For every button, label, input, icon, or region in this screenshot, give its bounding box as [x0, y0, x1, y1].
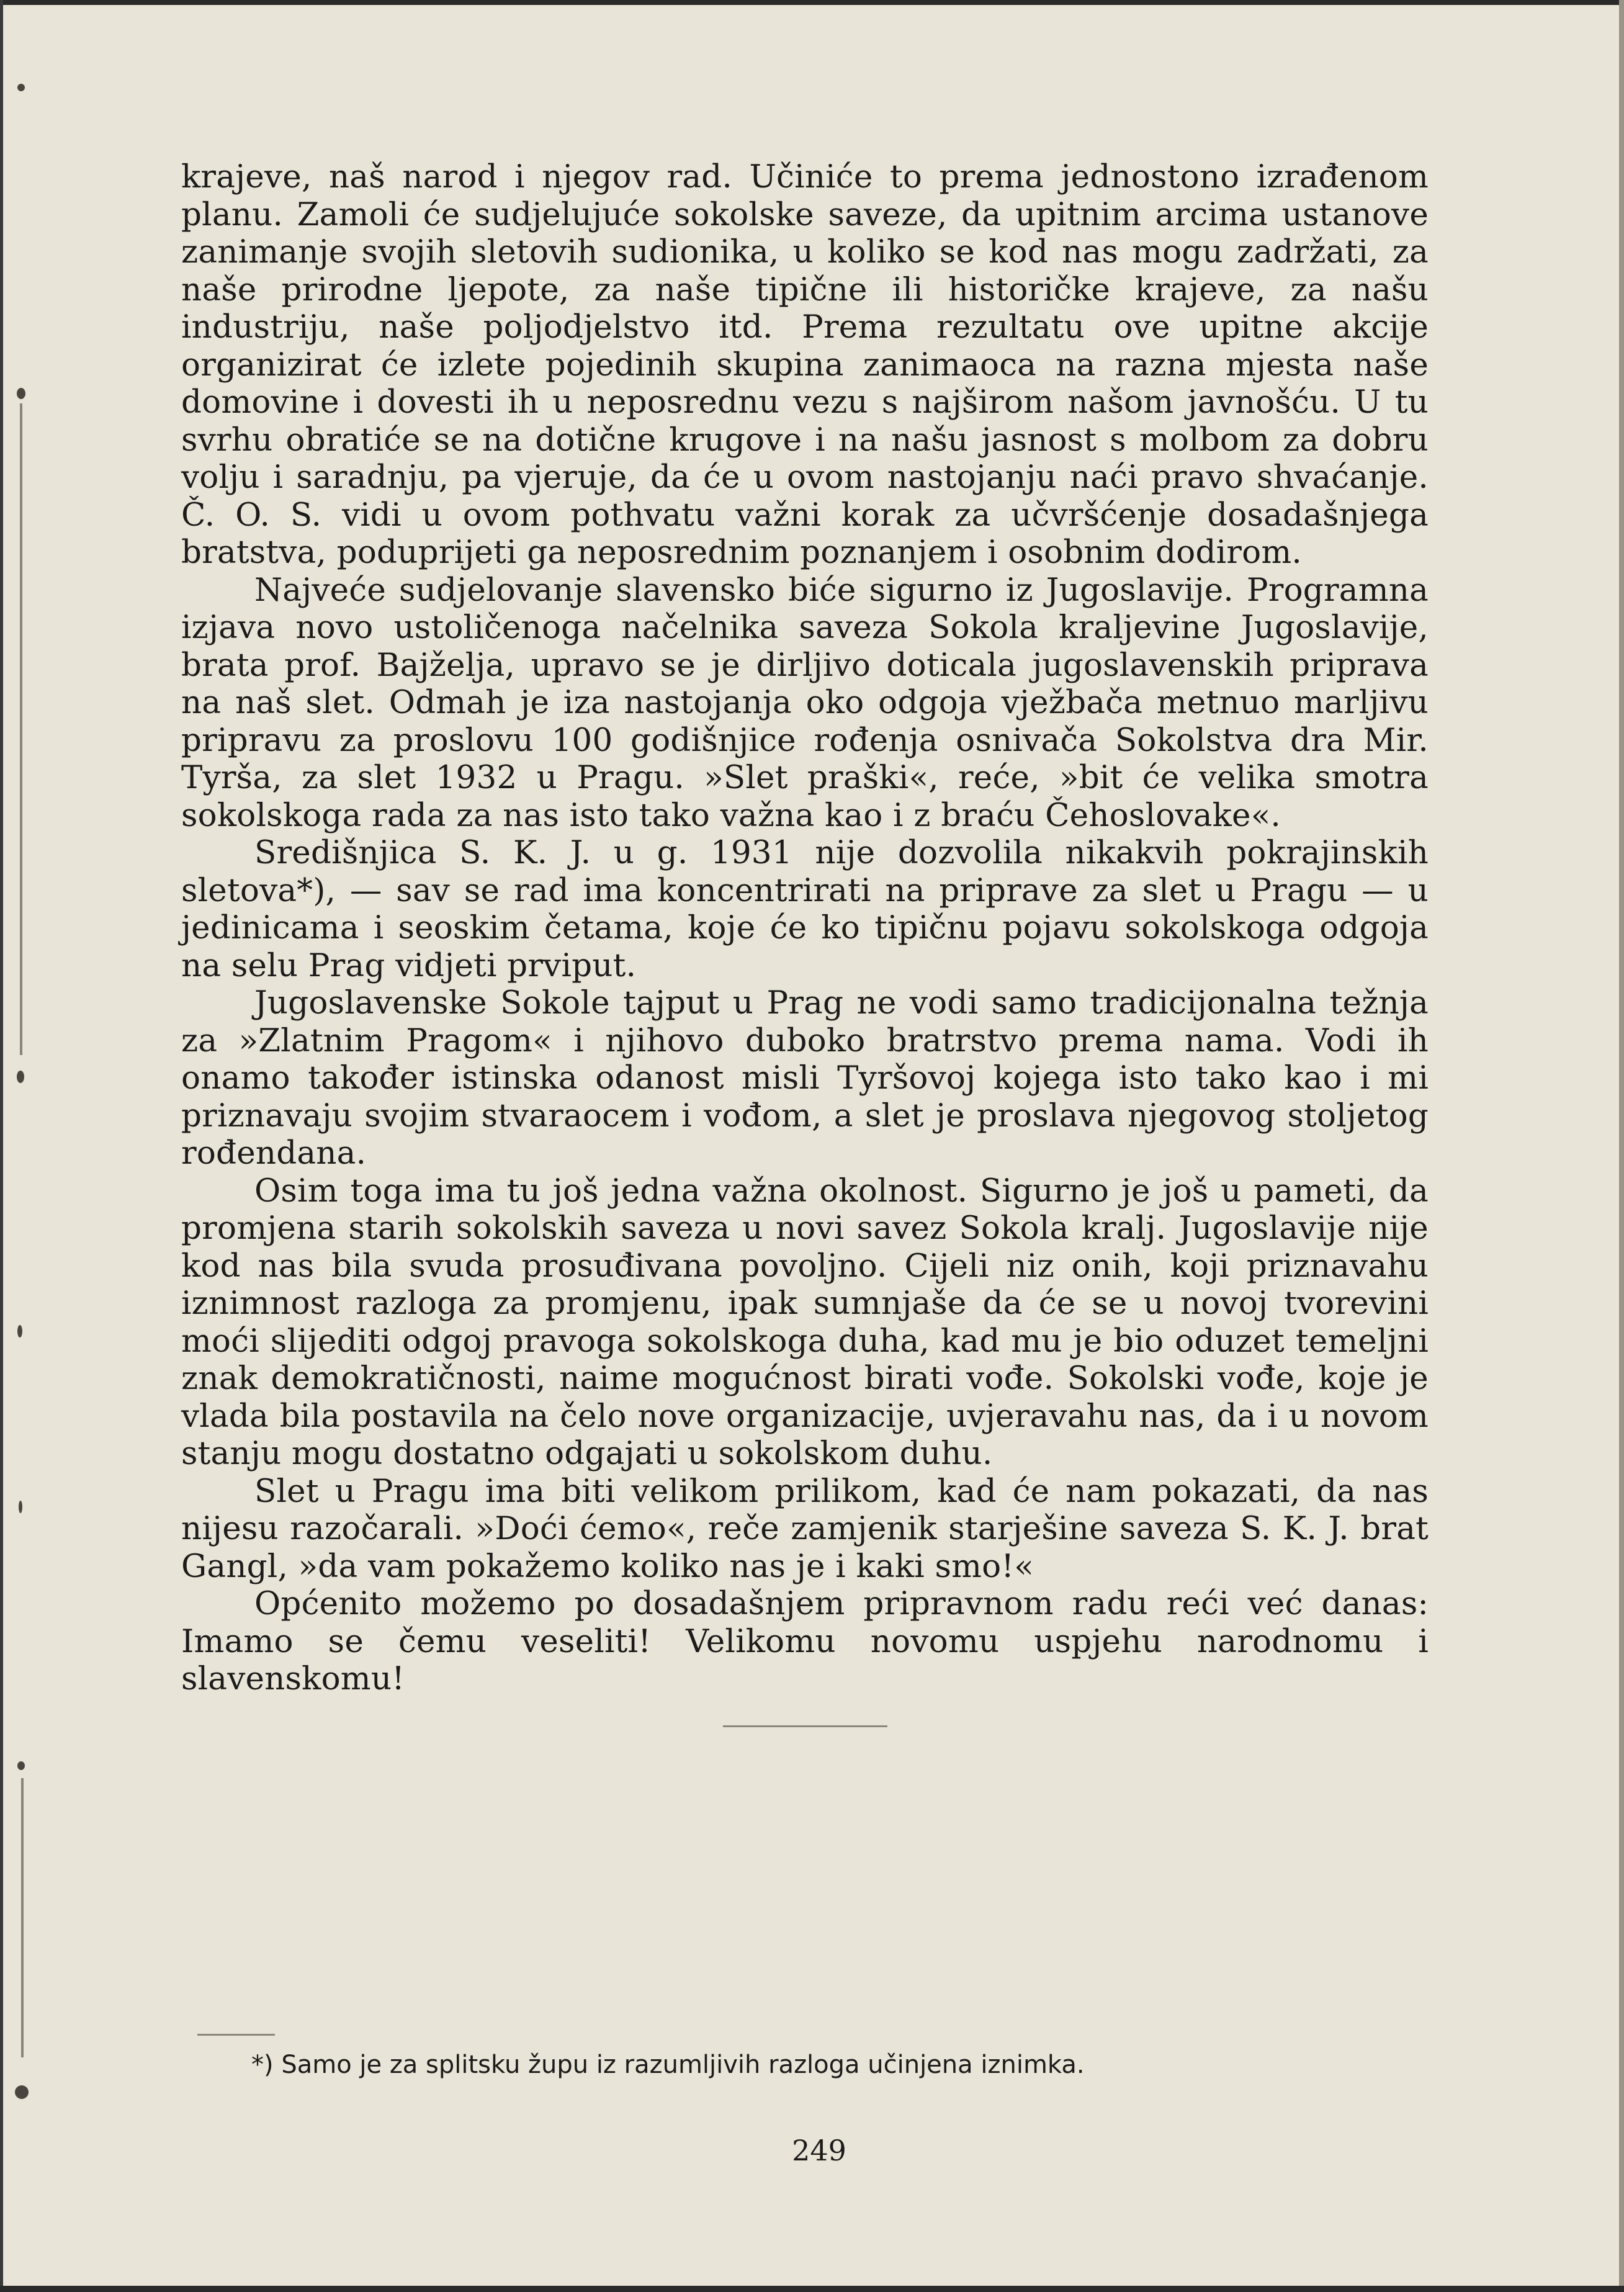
binding-hole-mark — [17, 1761, 25, 1770]
section-separator-rule — [723, 1725, 887, 1727]
binding-hole-mark — [17, 1325, 22, 1337]
scan-top-edge — [0, 0, 1624, 5]
paragraph-4: Jugoslavenske Sokole tajput u Prag ne vodi samo tradicijonalna težnja za »Zlatnim Pragom« i njihovo duboko bratrstvo prema nama. Vodi ih onamo također istinska odanost misli Tyršovoj kojega isto tako kao i mi priznavaju svojim stvaraocem i vođom, a slet je proslava njegovog stoljetog rođendana. — [181, 984, 1429, 1172]
page-number: 249 — [792, 2134, 846, 2167]
main-text — [181, 158, 1429, 1698]
binding-hole-mark — [17, 84, 25, 91]
footnote-rule — [197, 2034, 275, 2036]
paragraph-5: Osim toga ima tu još jedna važna okolnost. Sigurno je još u pameti, da promjena starih sokolskih saveza u novi savez Sokola kralj. Jugoslavije nije kod nas bila svuda prosuđivana povoljno. Cijeli niz onih, koji priznavahu iznimnost razloga za promjenu, ipak sumnjaše da će se u novoj tvorevini moći slijediti odgoj pravoga sokolskoga duha, kad mu je bio oduzet temeljni znak demokratičnosti, naime mogućnost birati vođe. Sokolski vođe, koje je vlada bila postavila na čelo nove organizacije, uvjeravahu nas, da i u novom stanju mogu dostatno odgajati u sokolskom duhu. — [181, 1172, 1429, 1472]
scan-left-edge — [0, 0, 3, 2292]
paragraph-6: Slet u Pragu ima biti velikom prilikom, kad će nam pokazati, da nas nijesu razočarali. »Doći ćemo«, reče zamjenik starješine saveza S. K. J. brat Gangl, »da vam pokažemo koliko nas je i kaki smo!« — [181, 1472, 1429, 1585]
paragraph-1: krajeve, naš narod i njegov rad. Učiniće to prema jednostono izrađenom planu. Zamoli će sudjelujuće sokolske saveze, da upitnim arcima ustanove zanimanje svojih sletovih sudionika, u koliko se kod nas mogu zadržati, za naše prirodne ljepote, za naše tipične ili historičke krajeve, za našu industriju, naše poljodjelstvo itd. Prema rezultatu ove upitne akcije organizirat će izlete pojedinih skupina zanimaoca na razna mjesta naše domovine i dovesti ih u neposrednu vezu s najširom našom javnošću. U tu svrhu obratiće se na dotične krugove i na našu jasnost s molbom za dobru volju i saradnju, pa vjeruje, da će u ovom nastojanju naći pravo shvaćanje. Č. O. S. vidi u ovom pothvatu važni korak za učvršćenje dosadašnjega bratstva, poduprijeti ga neposrednim poznanjem i osobnim dodirom. — [181, 158, 1429, 571]
scan-bottom-edge — [0, 2286, 1624, 2292]
scan-right-edge — [1619, 0, 1624, 2292]
paragraph-7: Općenito možemo po dosadašnjem pripravnom radu reći već danas: Imamo se čemu veseliti! Velikomu novomu uspjehu narodnomu i slavenskomu! — [181, 1585, 1429, 1697]
footnote: *) Samo je za splitsku župu iz razumljivih razloga učinjena iznimka. — [251, 2051, 1085, 2079]
binding-hole-mark — [17, 388, 25, 399]
binding-hole-mark — [15, 2085, 29, 2099]
binding-thread-line — [20, 403, 22, 1055]
binding-hole-mark — [19, 1501, 22, 1513]
binding-thread-line — [21, 1778, 24, 2057]
paragraph-3: Središnjica S. K. J. u g. 1931 nije dozvolila nikakvih pokrajinskih sletova*), — sav se rad ima koncentrirati na priprave za slet u Pragu — u jedinicama i seoskim četama, koje će ko tipičnu pojavu sokolskoga odgoja na selu Prag vidjeti prviput. — [181, 834, 1429, 984]
paragraph-2: Najveće sudjelovanje slavensko biće sigurno iz Jugoslavije. Programna izjava novo ustoličenoga načelnika saveza Sokola kraljevine Jugoslavije, brata prof. Bajželja, upravo se je dirljivo doticala jugoslavenskih priprava na naš slet. Odmah je iza nastojanja oko odgoja vježbača metnuo marljivu pripravu za proslovu 100 godišnjice rođenja osnivača Sokolstva dra Mir. Tyrša, za slet 1932 u Pragu. »Slet praški«, reće, »bit će velika smotra sokolskoga rada za nas isto tako važna kao i z braću Čehoslovake«. — [181, 571, 1429, 834]
binding-hole-mark — [17, 1071, 24, 1083]
